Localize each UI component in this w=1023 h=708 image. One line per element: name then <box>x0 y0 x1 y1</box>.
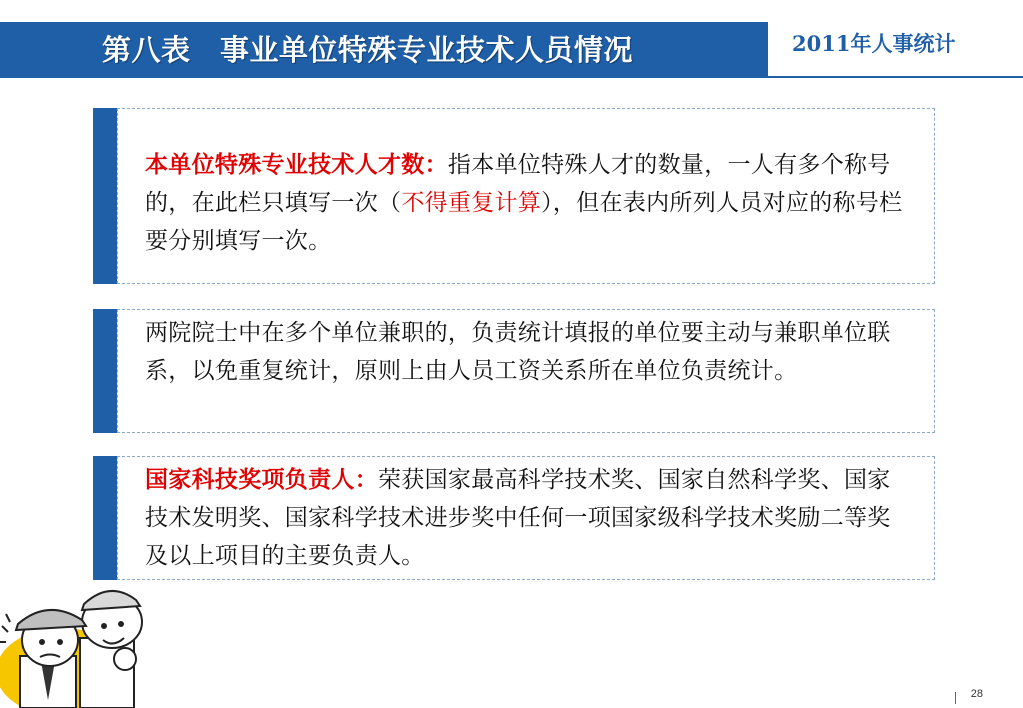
card-text: 两院院士中在多个单位兼职的，负责统计填报的单位要主动与兼职单位联系，以免重复统计，原则上由人员工资关系所在单位负责统计。 <box>145 320 891 384</box>
definition-card-academicians <box>93 309 935 433</box>
card-text <box>145 461 905 575</box>
page-number-separator <box>955 692 956 704</box>
year-label: 2011年人事统计 <box>792 31 956 56</box>
card-accent-bar <box>93 309 117 433</box>
card-highlight: 不得重复计算 <box>401 190 542 216</box>
card-text-part1: 指本单位特殊人才的数量，一人有多个称号的，在此栏只填写一次（ <box>145 152 891 216</box>
definition-card-award-leaders <box>93 456 935 580</box>
page-title: 第八表 事业单位特殊专业技术人员情况 <box>102 33 634 67</box>
card-accent-bar <box>93 108 117 284</box>
header-rule <box>768 76 1023 78</box>
page-number: 28 <box>970 688 983 700</box>
card-text-body: 荣获国家最高科学技术奖、国家自然科学奖、国家技术发明奖、国家科学技术进步奖中任何一项国家级科学技术奖励二等奖及以上项目的主要负责人。 <box>145 467 891 569</box>
card-lead: 国家科技奖项负责人： <box>145 467 378 493</box>
detective-mascot-illustration <box>0 560 170 708</box>
title-bar <box>0 22 768 78</box>
card-lead: 本单位特殊专业技术人才数： <box>145 152 448 178</box>
card-text <box>145 146 905 260</box>
card-text-part2: ），但在表内所列人员对应的称号栏要分别填写一次。 <box>145 190 903 254</box>
definition-card-special-talent <box>93 108 935 284</box>
